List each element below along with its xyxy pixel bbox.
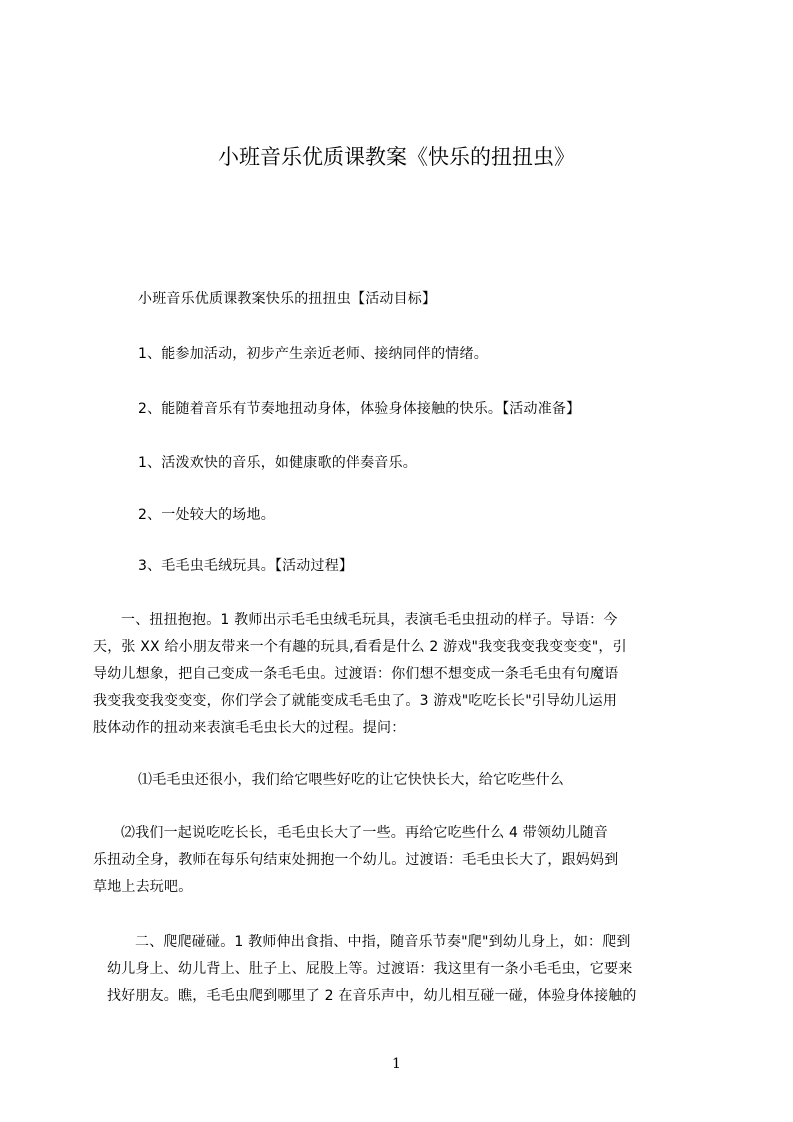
section-one-paragraph: [93, 607, 698, 742]
text-line: 一、扭扭抱抱。1 教师出示毛毛虫绒毛玩具，表演毛毛虫扭动的样子。导语：今: [121, 612, 618, 628]
item-two-paragraph: [93, 820, 698, 901]
paragraph-prep-3: 3、毛毛虫毛绒玩具。【活动过程】: [138, 558, 354, 574]
paragraph-prep-1: 1、活泼欢快的音乐，如健康歌的伴奏音乐。: [138, 455, 417, 471]
text-line: 找好朋友。瞧，毛毛虫爬到哪里了 2 在音乐声中，幼儿相互碰一碰，体验身体接触的: [107, 988, 637, 1004]
paragraph-prep-2: 2、一处较大的场地。: [138, 507, 275, 523]
section-two-paragraph: [93, 929, 698, 1010]
text-line: 天，张 XX 给小朋友带来一个有趣的玩具,看看是什么 2 游戏"我变我变我变变变"，引: [93, 639, 627, 655]
text-line: 肢体动作的扭动来表演毛毛虫长大的过程。提问：: [93, 720, 406, 736]
text-line: 草地上去玩吧。: [93, 879, 193, 895]
paragraph-goal-1: 1、能参加活动，初步产生亲近老师、接纳同伴的情绪。: [138, 346, 488, 362]
paragraph-goal-2: 2、能随着音乐有节奏地扭动身体，体验身体接触的快乐。【活动准备】: [138, 401, 581, 417]
text-line: 我变我变我变变变，你们学会了就能变成毛毛虫了。3 游戏"吃吃长长"引导幼儿运用: [93, 693, 618, 709]
paragraph-goals-heading: 小班音乐优质课教案快乐的扭扭虫【活动目标】: [138, 291, 437, 307]
text-line: ⑵我们一起说吃吃长长，毛毛虫长大了一些。再给它吃些什么 4 带领幼儿随音: [121, 825, 609, 841]
text-line: 幼儿身上、幼儿背上、肚子上、屁股上等。过渡语：我这里有一条小毛毛虫，它要来: [107, 961, 633, 977]
paragraph-item-1: ⑴毛毛虫还很小，我们给它喂些好吃的让它快快长大，给它吃些什么: [138, 772, 564, 788]
text-line: 乐扭动全身，教师在每乐句结束处拥抱一个幼儿。过渡语：毛毛虫长大了，跟妈妈到: [93, 852, 619, 868]
text-line: 导幼儿想象，把自己变成一条毛毛虫。过渡语：你们想不想变成一条毛毛虫有句魔语: [93, 666, 619, 682]
page-number: 1: [392, 1056, 401, 1072]
document-title: 小班音乐优质课教案《快乐的扭扭虫》: [218, 145, 575, 169]
text-line: 二、爬爬碰碰。1 教师伸出食指、中指，随音乐节奏"爬"到幼儿身上，如：爬到: [135, 934, 631, 950]
